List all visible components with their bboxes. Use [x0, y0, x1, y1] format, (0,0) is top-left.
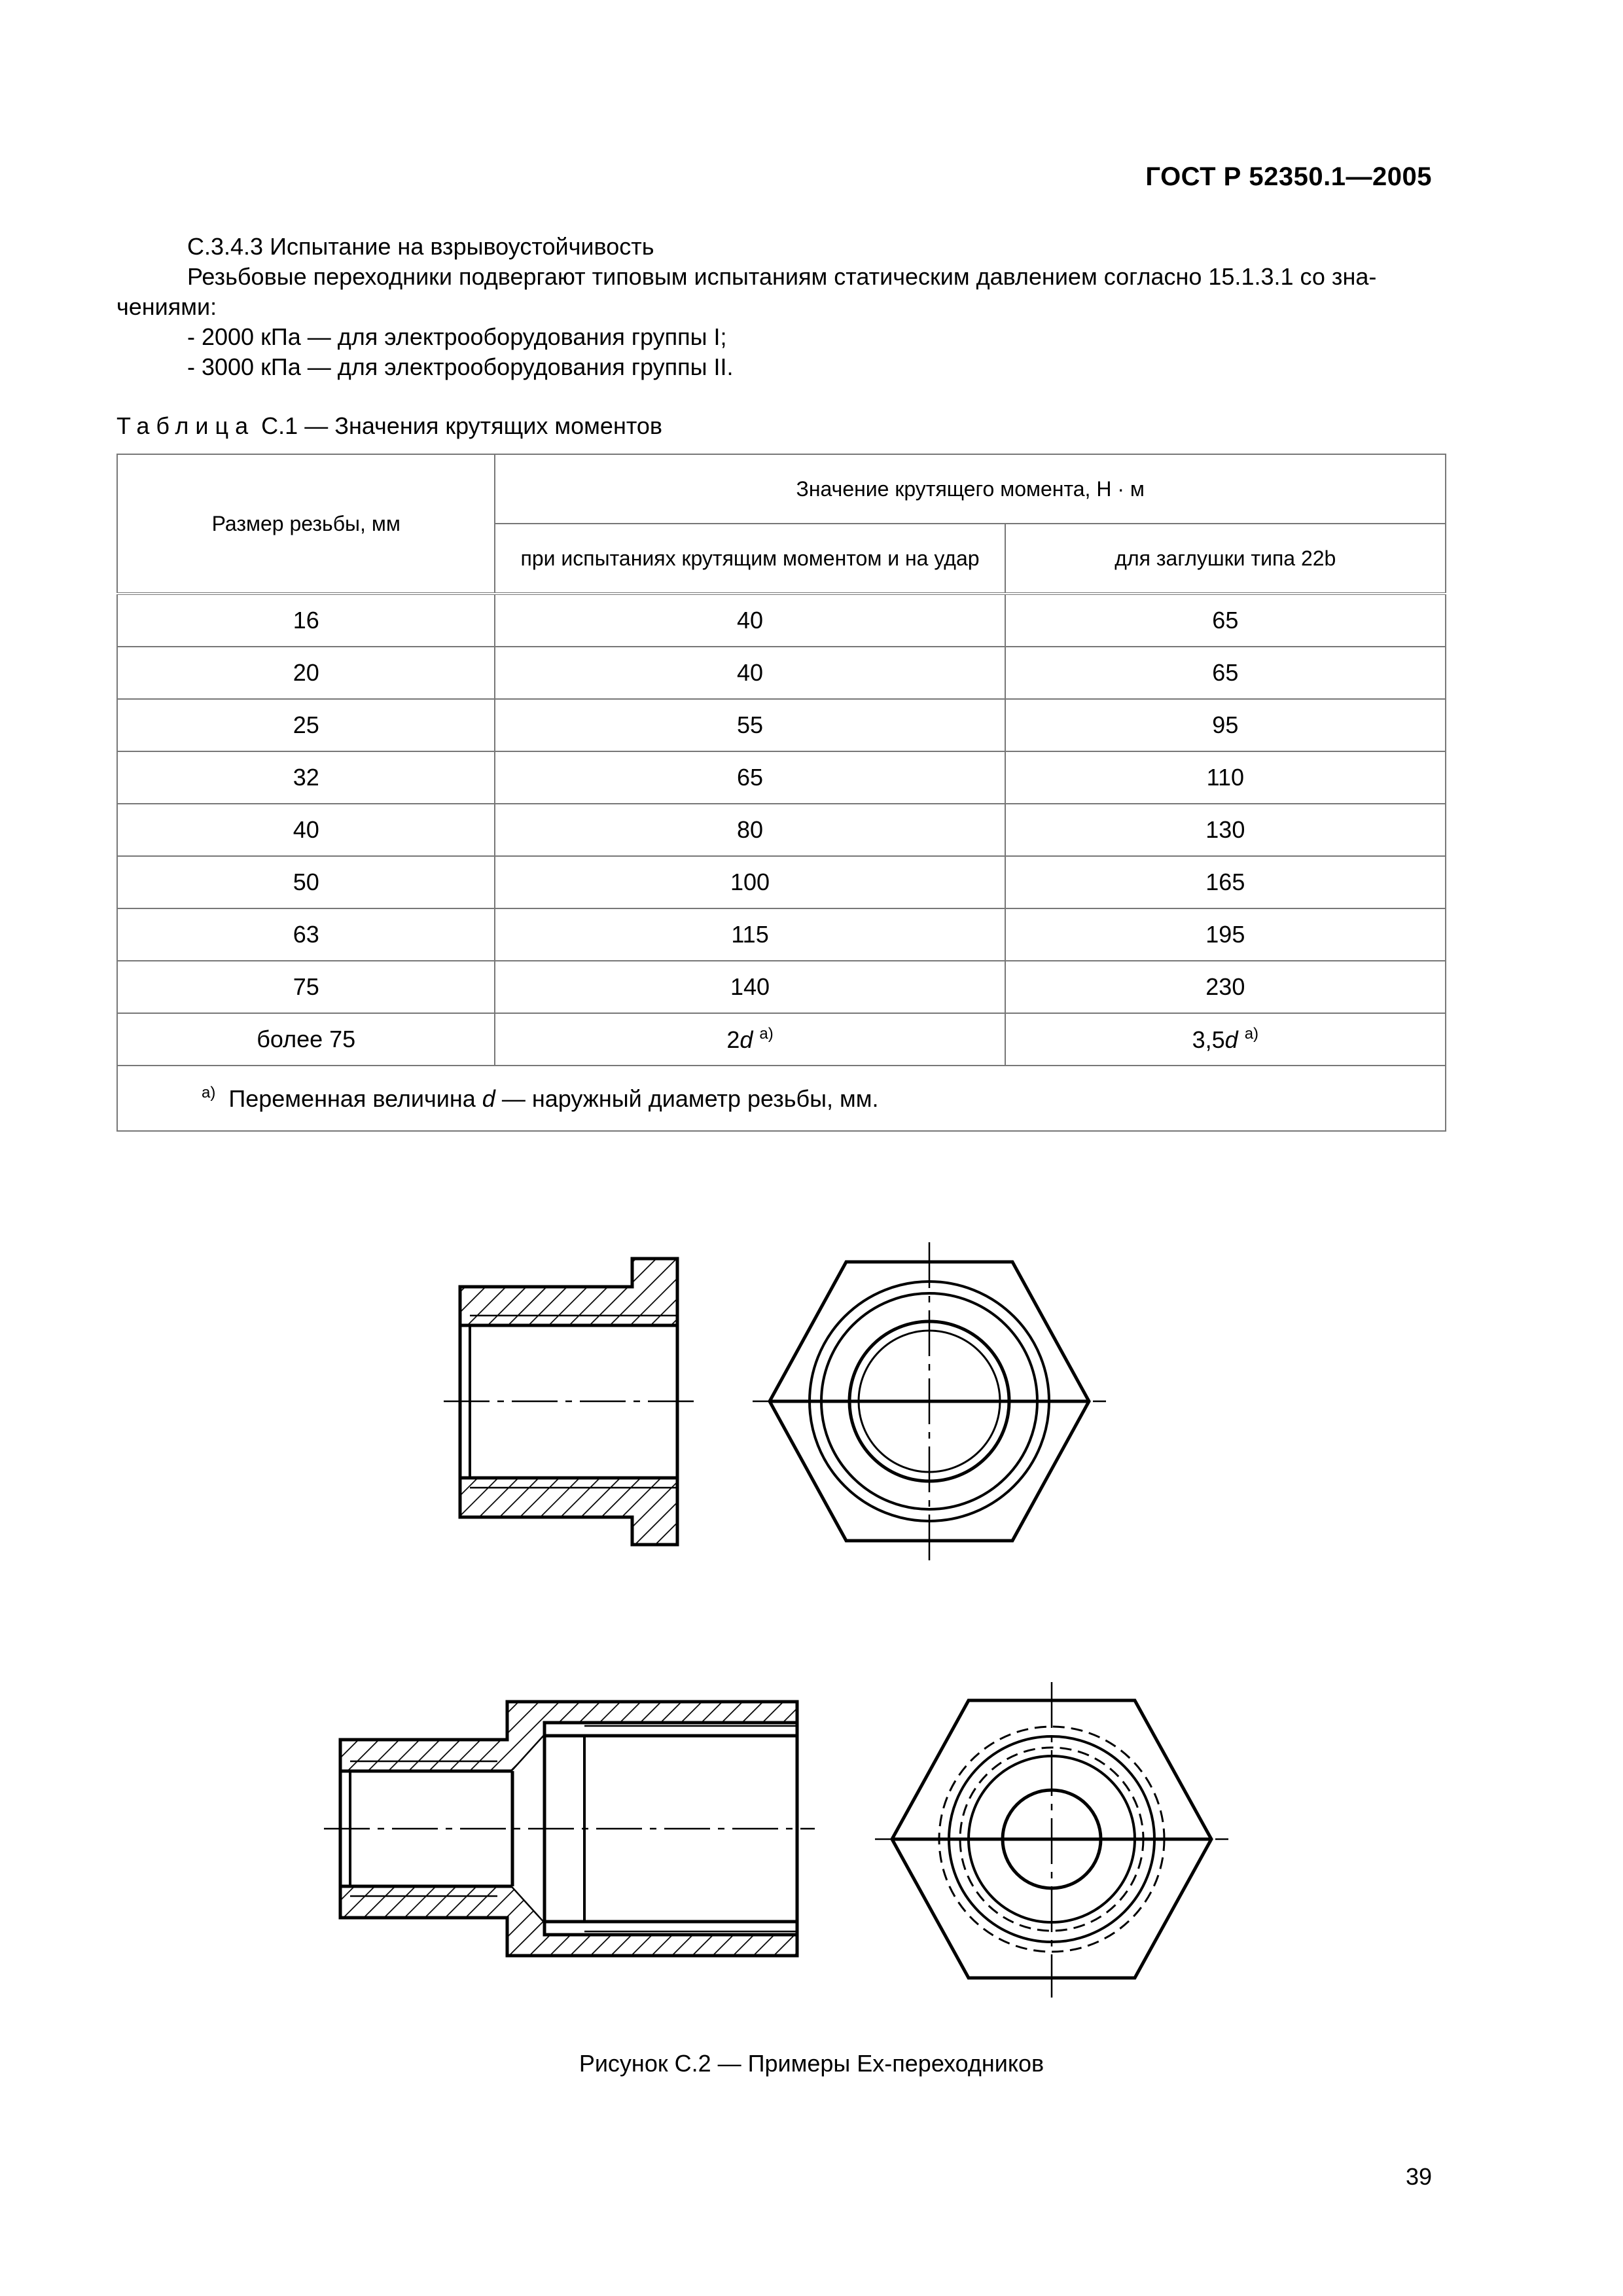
- adapter-1-section-view: [444, 1259, 694, 1545]
- cell-thread-size: 50: [117, 856, 495, 908]
- header-thread-size: Размер резьбы, мм: [117, 454, 495, 594]
- cell-torque-test: 100: [495, 856, 1005, 908]
- cell-torque-test: 55: [495, 699, 1005, 751]
- figure-caption: Рисунок С.2 — Примеры Ex-переходников: [579, 2050, 1044, 2077]
- variable-d: d: [740, 1026, 753, 1053]
- header-torque-impact-test: при испытаниях крутящим моментом и на удар: [495, 524, 1005, 594]
- cell-plug-torque: 230: [1005, 961, 1446, 1013]
- cell-thread-size: 32: [117, 751, 495, 804]
- cell-plug-torque: 95: [1005, 699, 1446, 751]
- adapter-1-end-view: [753, 1242, 1106, 1561]
- cell-plug-torque: 65: [1005, 647, 1446, 699]
- table-caption-label: Таблица: [116, 412, 255, 439]
- section-heading: С.3.4.3 Испытание на взрывоустойчивость: [187, 233, 654, 260]
- bullet-item: - 2000 кПа — для электрооборудования группы I;: [187, 323, 727, 350]
- footnote-text: Переменная величина: [228, 1085, 476, 1112]
- cell-plug-torque: 110: [1005, 751, 1446, 804]
- bullet-item: - 3000 кПа — для электрооборудования группы II.: [187, 353, 734, 380]
- cell-thread-size: 63: [117, 908, 495, 961]
- table-caption-text: С.1 — Значения крутящих моментов: [261, 412, 663, 439]
- cell-thread-size: 20: [117, 647, 495, 699]
- footnote-ref: а): [759, 1025, 774, 1043]
- cell-plug-torque: 65: [1005, 594, 1446, 647]
- adapter-2-end-view: [875, 1682, 1228, 1998]
- cell-plug-torque: 165: [1005, 856, 1446, 908]
- cell-thread-size: 25: [117, 699, 495, 751]
- cell-torque-test: 140: [495, 961, 1005, 1013]
- footnote-variable: d: [482, 1085, 495, 1112]
- paragraph-line-1: Резьбовые переходники подвергают типовым испытаниям статическим давлением согласно 15.1.3.1 со зна-: [187, 263, 1377, 290]
- cell-torque-test: 65: [495, 751, 1005, 804]
- cell-thread-size: 40: [117, 804, 495, 856]
- cell-torque-test: 80: [495, 804, 1005, 856]
- header-plug-22b: для заглушки типа 22b: [1005, 524, 1446, 594]
- paragraph-line-2: чениями:: [116, 293, 217, 320]
- header-torque-group: Значение крутящего момента, Н · м: [495, 454, 1446, 524]
- footnote-text-tail: — наружный диаметр резьбы, мм.: [501, 1085, 879, 1112]
- cell-plug-torque: 130: [1005, 804, 1446, 856]
- cell-plug-torque: 195: [1005, 908, 1446, 961]
- value-number: 2: [726, 1026, 740, 1053]
- cell-thread-size: 16: [117, 594, 495, 647]
- cell-torque-test: 115: [495, 908, 1005, 961]
- cell-thread-size: 75: [117, 961, 495, 1013]
- cell-thread-size: более 75: [117, 1013, 495, 1066]
- cell-torque-test: 40: [495, 594, 1005, 647]
- value-number: 3,5: [1192, 1026, 1225, 1053]
- variable-d: d: [1224, 1026, 1238, 1053]
- adapter-2-section-view: [324, 1702, 815, 1956]
- cell-torque-test: 40: [495, 647, 1005, 699]
- footnote-mark: а): [202, 1084, 216, 1102]
- page-number: 39: [1405, 2163, 1432, 2190]
- footnote-ref: а): [1244, 1025, 1259, 1043]
- document-standard-header: ГОСТ Р 52350.1—2005: [1145, 162, 1432, 191]
